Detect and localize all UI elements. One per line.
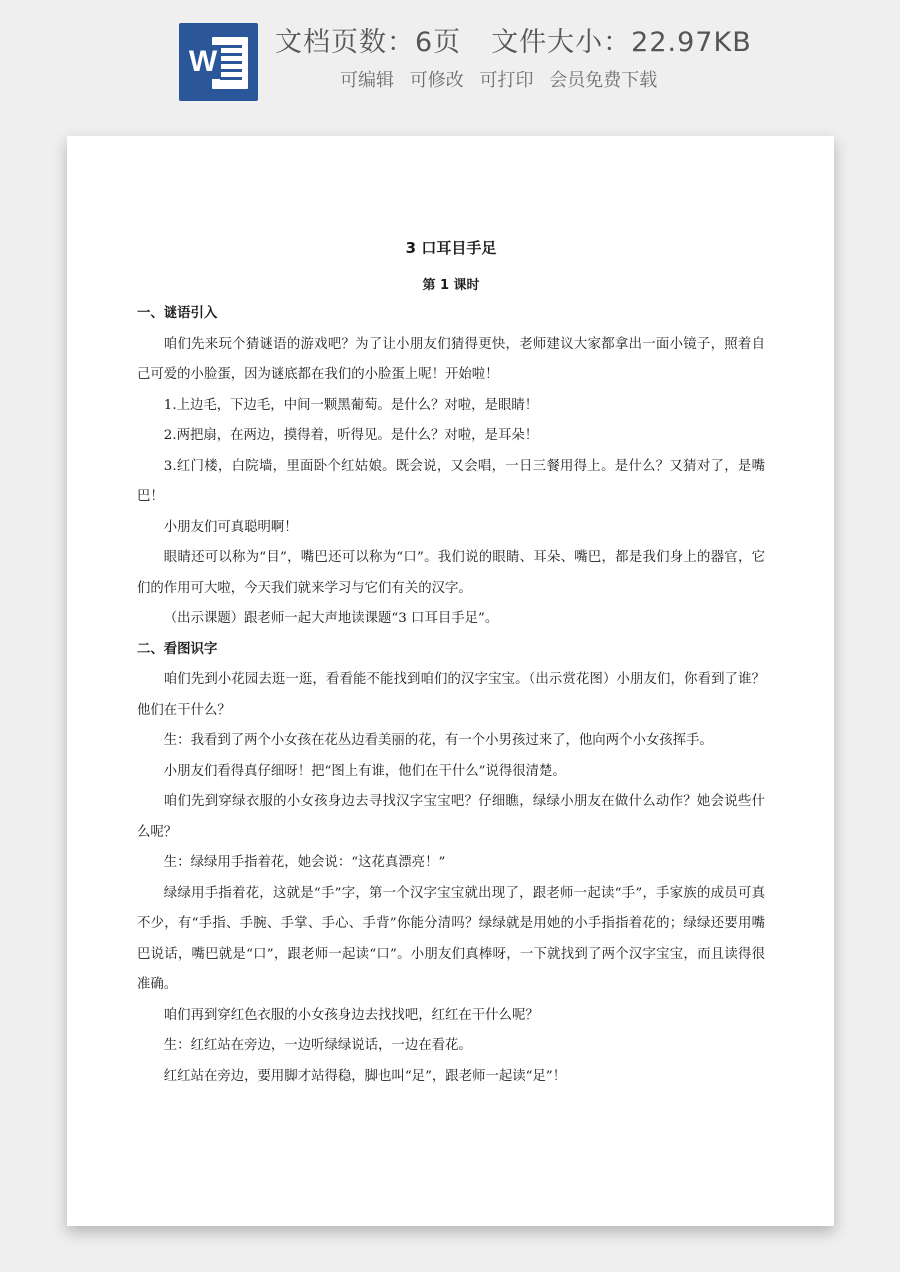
section-heading: 二、看图识字 — [137, 641, 218, 657]
document-info-header — [0, 0, 900, 120]
word-document-icon — [179, 23, 258, 101]
paragraph: 咱们先到穿绿衣服的小女孩身边去寻找汉字宝宝吧？仔细瞧，绿绿小朋友在做什么动作？她会说些什么呢？ — [137, 794, 765, 840]
word-letter-w: W — [185, 45, 221, 79]
page-count: 文档页数：6页 — [275, 27, 462, 58]
paragraph: 眼睛还可以称为“目”，嘴巴还可以称为“口”。我们说的眼睛、耳朵、嘴巴，都是我们身上的器官，它们的作用可大啦，今天我们就来学习与它们有关的汉字。 — [137, 550, 765, 596]
section-heading: 一、谜语引入 — [137, 306, 218, 321]
lesson-title: 3 口耳目手足 — [405, 239, 497, 257]
paragraph: 红红站在旁边，要用脚才站得稳，脚也叫“足”，跟老师一起读“足”！ — [163, 1068, 567, 1084]
file-size: 文件大小：22.97KB — [491, 27, 752, 58]
paragraph: 咱们先到小花园去逛一逛，看看能不能找到咱们的汉字宝宝。（出示赏花图）小朋友们，你看到了谁？他们在干什么？ — [137, 672, 765, 718]
paragraph: 咱们先来玩个猜谜语的游戏吧？为了让小朋友们猜得更快，老师建议大家都拿出一面小镜子，照着自己可爱的小脸蛋，因为谜底都在我们的小脸蛋上呢！开始啦！ — [137, 336, 765, 382]
feature-member-free-download: 会员免费下载 — [549, 70, 658, 91]
paragraph: 咱们再到穿红色衣服的小女孩身边去找找吧，红红在干什么呢？ — [163, 1007, 539, 1023]
paragraph: （出示课题）跟老师一起大声地读课题“3 口耳目手足”。 — [163, 611, 499, 626]
paragraph: 3.红门楼，白院墙，里面卧个红姑娘。既会说，又会唱，一日三餐用得上。是什么？又猜对了，是嘴巴！ — [137, 458, 765, 504]
paragraph: 小朋友们看得真仔细呀！把“图上有谁，他们在干什么”说得很清楚。 — [163, 763, 566, 779]
feature-printable: 可打印 — [479, 70, 534, 91]
paragraph: 生：我看到了两个小女孩在花丛边看美丽的花，有一个小男孩过来了，他向两个小女孩挥手。 — [163, 733, 713, 748]
feature-list — [340, 66, 667, 92]
document-page — [67, 136, 834, 1226]
feature-editable: 可编辑 — [340, 70, 394, 91]
feature-modifiable: 可修改 — [409, 70, 464, 91]
paragraph: 生：红红站在旁边，一边听绿绿说话，一边在看花。 — [163, 1038, 472, 1053]
lesson-body — [137, 299, 765, 1092]
paragraph: 1.上边毛，下边毛，中间一颗黑葡萄。是什么？对啦，是眼睛！ — [163, 397, 539, 413]
document-stats — [275, 20, 752, 60]
paragraph: 2.两把扇，在两边，摸得着，听得见。是什么？对啦，是耳朵！ — [163, 428, 539, 443]
paragraph: 生：绿绿用手指着花，她会说：“这花真漂亮！” — [163, 855, 446, 870]
paragraph: 小朋友们可真聪明啊！ — [163, 519, 298, 535]
paragraph: 绿绿用手指着花，这就是“手”字，第一个汉字宝宝就出现了，跟老师一起读“手”，手家族的成员可真不少，有“手指、手腕、手掌、手心、手背”你能分清吗？绿绿就是用她的小手指指着花的；绿绿还要用嘴巴说话，嘴巴就是“口”，跟老师一起读“口”。小朋友们真棒呀，一下就找到了两个汉字宝宝，而且读得很准确。 — [137, 885, 765, 992]
lesson-subtitle: 第 1 课时 — [422, 278, 480, 293]
